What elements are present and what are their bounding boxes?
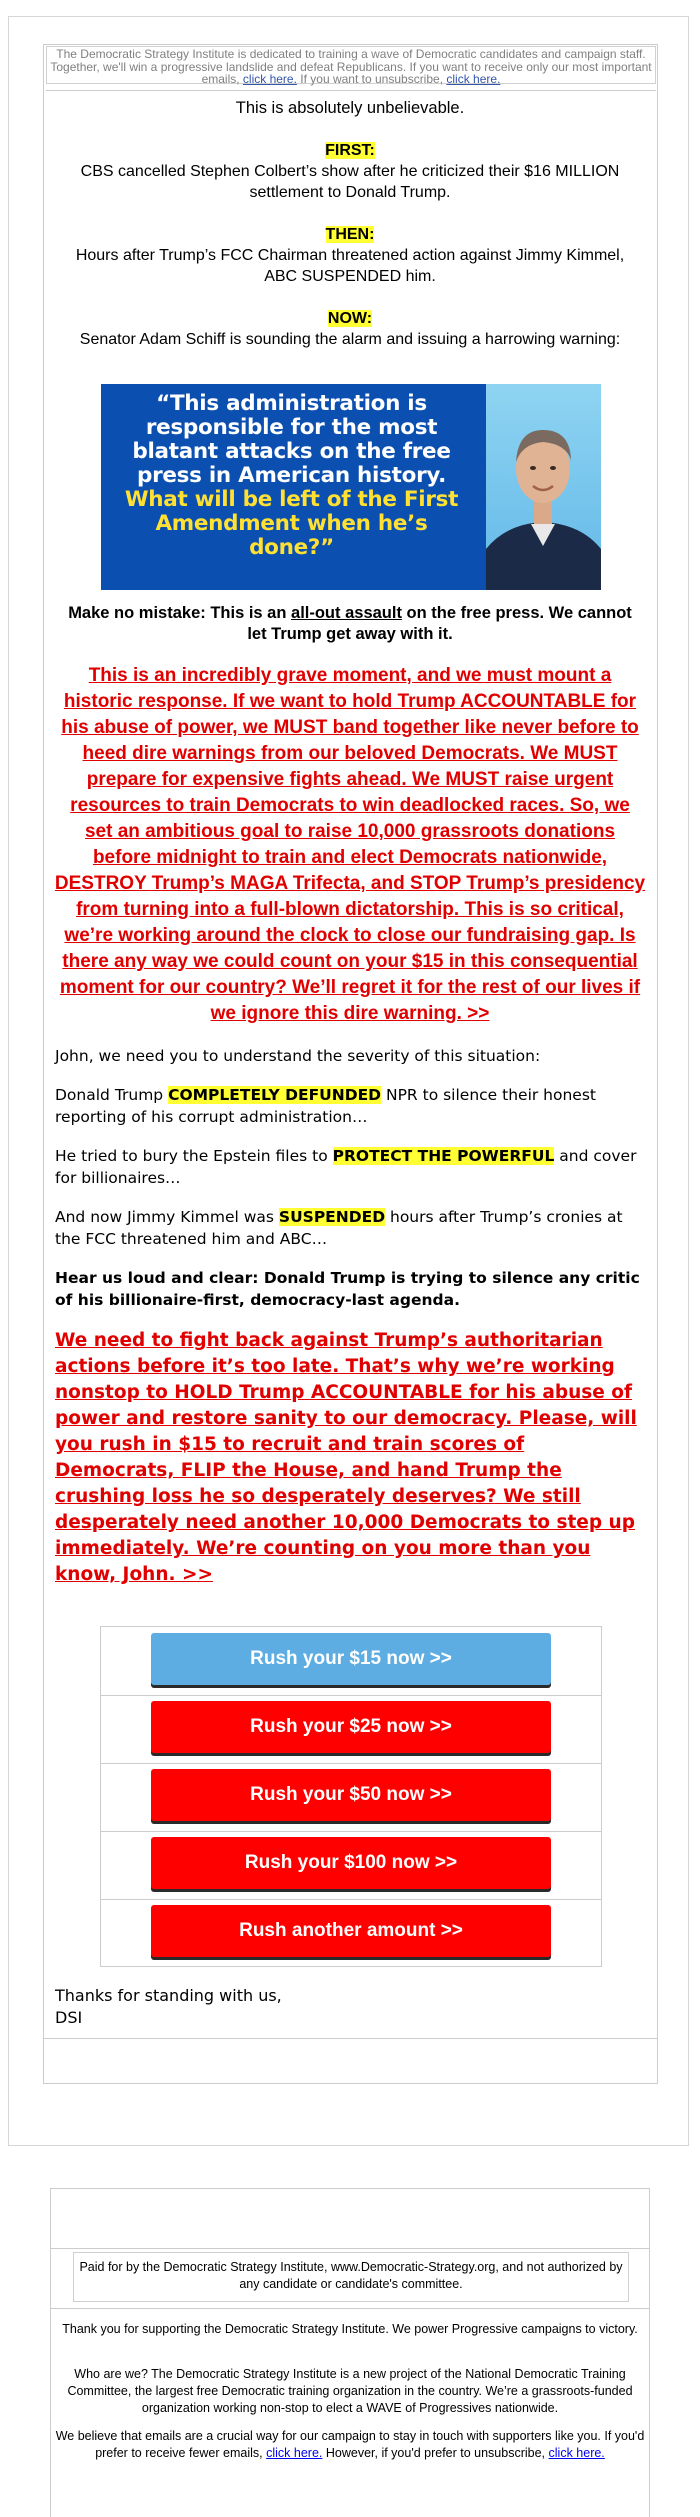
donate-50-button[interactable]: Rush your $50 now >> [151,1769,551,1821]
button-row [101,1831,601,1900]
quote-banner-image[interactable] [101,384,601,590]
footer-believe [55,2428,645,2462]
kimmel-pre: And now Jimmy Kimmel was [55,1208,279,1226]
john-line: John, we need you to understand the severity of this situation: [55,1047,541,1065]
kimmel-highlight: SUSPENDED [278,1208,386,1226]
quote-yellow: What will be left of the First Amendment when he’s done?” [124,487,459,560]
donate-other-amount-button[interactable]: Rush another amount >> [151,1905,551,1957]
email-bottom-spacer [43,2038,658,2084]
epstein-highlight: PROTECT THE POWERFUL [332,1147,555,1165]
signoff-line: Thanks for standing with us, [55,1986,282,2005]
important-emails-link[interactable]: click here. [242,72,297,86]
preheader-text: The Democratic Strategy Institute is dedicated to training a wave of Democratic candidates and campaign staff. Together, we'll win a progressive landslide and defeat Republicans. If you want to receive only our most important emails, [50,47,652,86]
button-row [101,1899,601,1967]
footer-believe-mid: However, if you'd prefer to unsubscribe, [322,2446,546,2460]
donate-appeal-link[interactable]: This is an incredibly grave moment, and we must mount a historic response. If we want to hold Trump ACCOUNTABLE for his abuse of power, we MUST band together like never before to heed dire warnings from our beloved Democrats. We MUST prepare for expensive fights ahead. We MUST raise urgent resources to train Democrats to win deadlocked races. So, we set an ambitious goal to raise 10,000 grassroots donations before midnight to train and elect Democrats nationwide, DESTROY Trump’s MAGA Trifecta, and STOP Trump’s presidency from turning into a full-blown dictatorship. This is so critical, we’re working around the clock to close our fundraising gap. Is there any way we could count on your $15 in this consequential moment for our country? We’ll regret it for the rest of our lives if we ignore this dire warning. >> [54,665,646,1024]
epstein-post: and cover for billionaires… [55,1147,637,1187]
donate-appeal-link-2[interactable]: We need to fight back against Trump’s authoritarian actions before it’s too late. That’s why we’re working nonstop to HOLD Trump ACCOUNTABLE for his abuse of power and restore sanity to our democracy. Please, will you rush in $15 to recruit and train scores of Democrats, FLIP the House, and hand Trump the crushing loss he so desperately deserves? We still desperately need another 10,000 Democrats to step up immediately. We’re counting on you more than you know, John. >> [55,1330,637,1585]
signoff [55,1985,282,2029]
now-label: NOW: [327,310,373,327]
button-row [101,1627,601,1696]
loud-and-clear: Hear us loud and clear: Donald Trump is trying to silence any critic of his billionaire-first, democracy-last agenda. [55,1269,640,1309]
preheader-text-2: If you want to unsubscribe, [296,72,444,86]
divider [46,90,656,91]
paid-for-by: Paid for by the Democratic Strategy Institute, www.Democratic-Strategy.org, and not authorized by any candidate or candidate's committee. [73,2252,629,2302]
footer-thanks: Thank you for supporting the Democratic Strategy Institute. We power Progressive campaigns to victory. [62,2322,638,2336]
then-label: THEN: [325,226,375,243]
donation-buttons-table [100,1626,602,1967]
body-content [50,603,650,1588]
footer-who: Who are we? The Democratic Strategy Institute is a new project of the National Democratic Training Committee, the largest free Democratic training organization in the country. We’re a grassroots-funded organization working non-stop to elect a WAVE of Progressives nationwide. [67,2367,633,2415]
preheader [46,46,656,84]
epstein-paragraph [55,1145,642,1189]
first-text: CBS cancelled Stephen Colbert’s show after he criticized their $16 MILLION settlement to Donald Trump. [80,163,620,201]
npr-post: NPR to silence their honest reporting of his corrupt administration… [55,1086,596,1126]
now-text: Senator Adam Schiff is sounding the alarm and issuing a harrowing warning: [79,331,621,348]
mistake-underlined: all-out assault [291,604,402,622]
npr-highlight: COMPLETELY DEFUNDED [168,1086,382,1104]
kimmel-post: hours after Trump’s cronies at the FCC threatened him and ABC… [55,1208,623,1248]
first-label: FIRST: [325,142,375,159]
donate-15-button[interactable]: Rush your $15 now >> [151,1633,551,1685]
footer [50,2188,650,2517]
quote-white: “This administration is responsible for the most blatant attacks on the free press in American history. [132,391,451,488]
quote-text [119,392,464,560]
footer-divider [50,2308,650,2309]
mistake-pre: Make no mistake: This is an [68,604,292,622]
donate-100-button[interactable]: Rush your $100 now >> [151,1837,551,1889]
footer-divider [50,2248,650,2249]
donate-25-button[interactable]: Rush your $25 now >> [151,1701,551,1753]
kimmel-paragraph [55,1206,642,1250]
npr-paragraph [55,1084,642,1128]
npr-pre: Donald Trump [55,1086,169,1104]
footer-believe-text: We believe that emails are a crucial way for our campaign to stay in touch with supporters like you. If you'd prefer to receive fewer emails, [55,2429,645,2460]
portrait-photo-icon [486,384,601,590]
intro-text: This is absolutely unbelievable. [235,99,465,117]
mistake-post: on the free press. We cannot let Trump get away with it. [247,604,632,643]
unsubscribe-link[interactable]: click here. [446,72,501,86]
signoff-signature: DSI [55,2008,83,2027]
email-content [50,98,650,350]
then-text: Hours after Trump’s FCC Chairman threatened action against Jimmy Kimmel, ABC SUSPENDED him. [75,247,625,285]
footer-unsubscribe-link[interactable]: click here. [548,2446,605,2460]
button-row [101,1763,601,1832]
make-no-mistake [50,603,650,645]
fewer-emails-link[interactable]: click here. [266,2446,323,2460]
button-row [101,1695,601,1764]
epstein-pre: He tried to bury the Epstein files to [55,1147,333,1165]
